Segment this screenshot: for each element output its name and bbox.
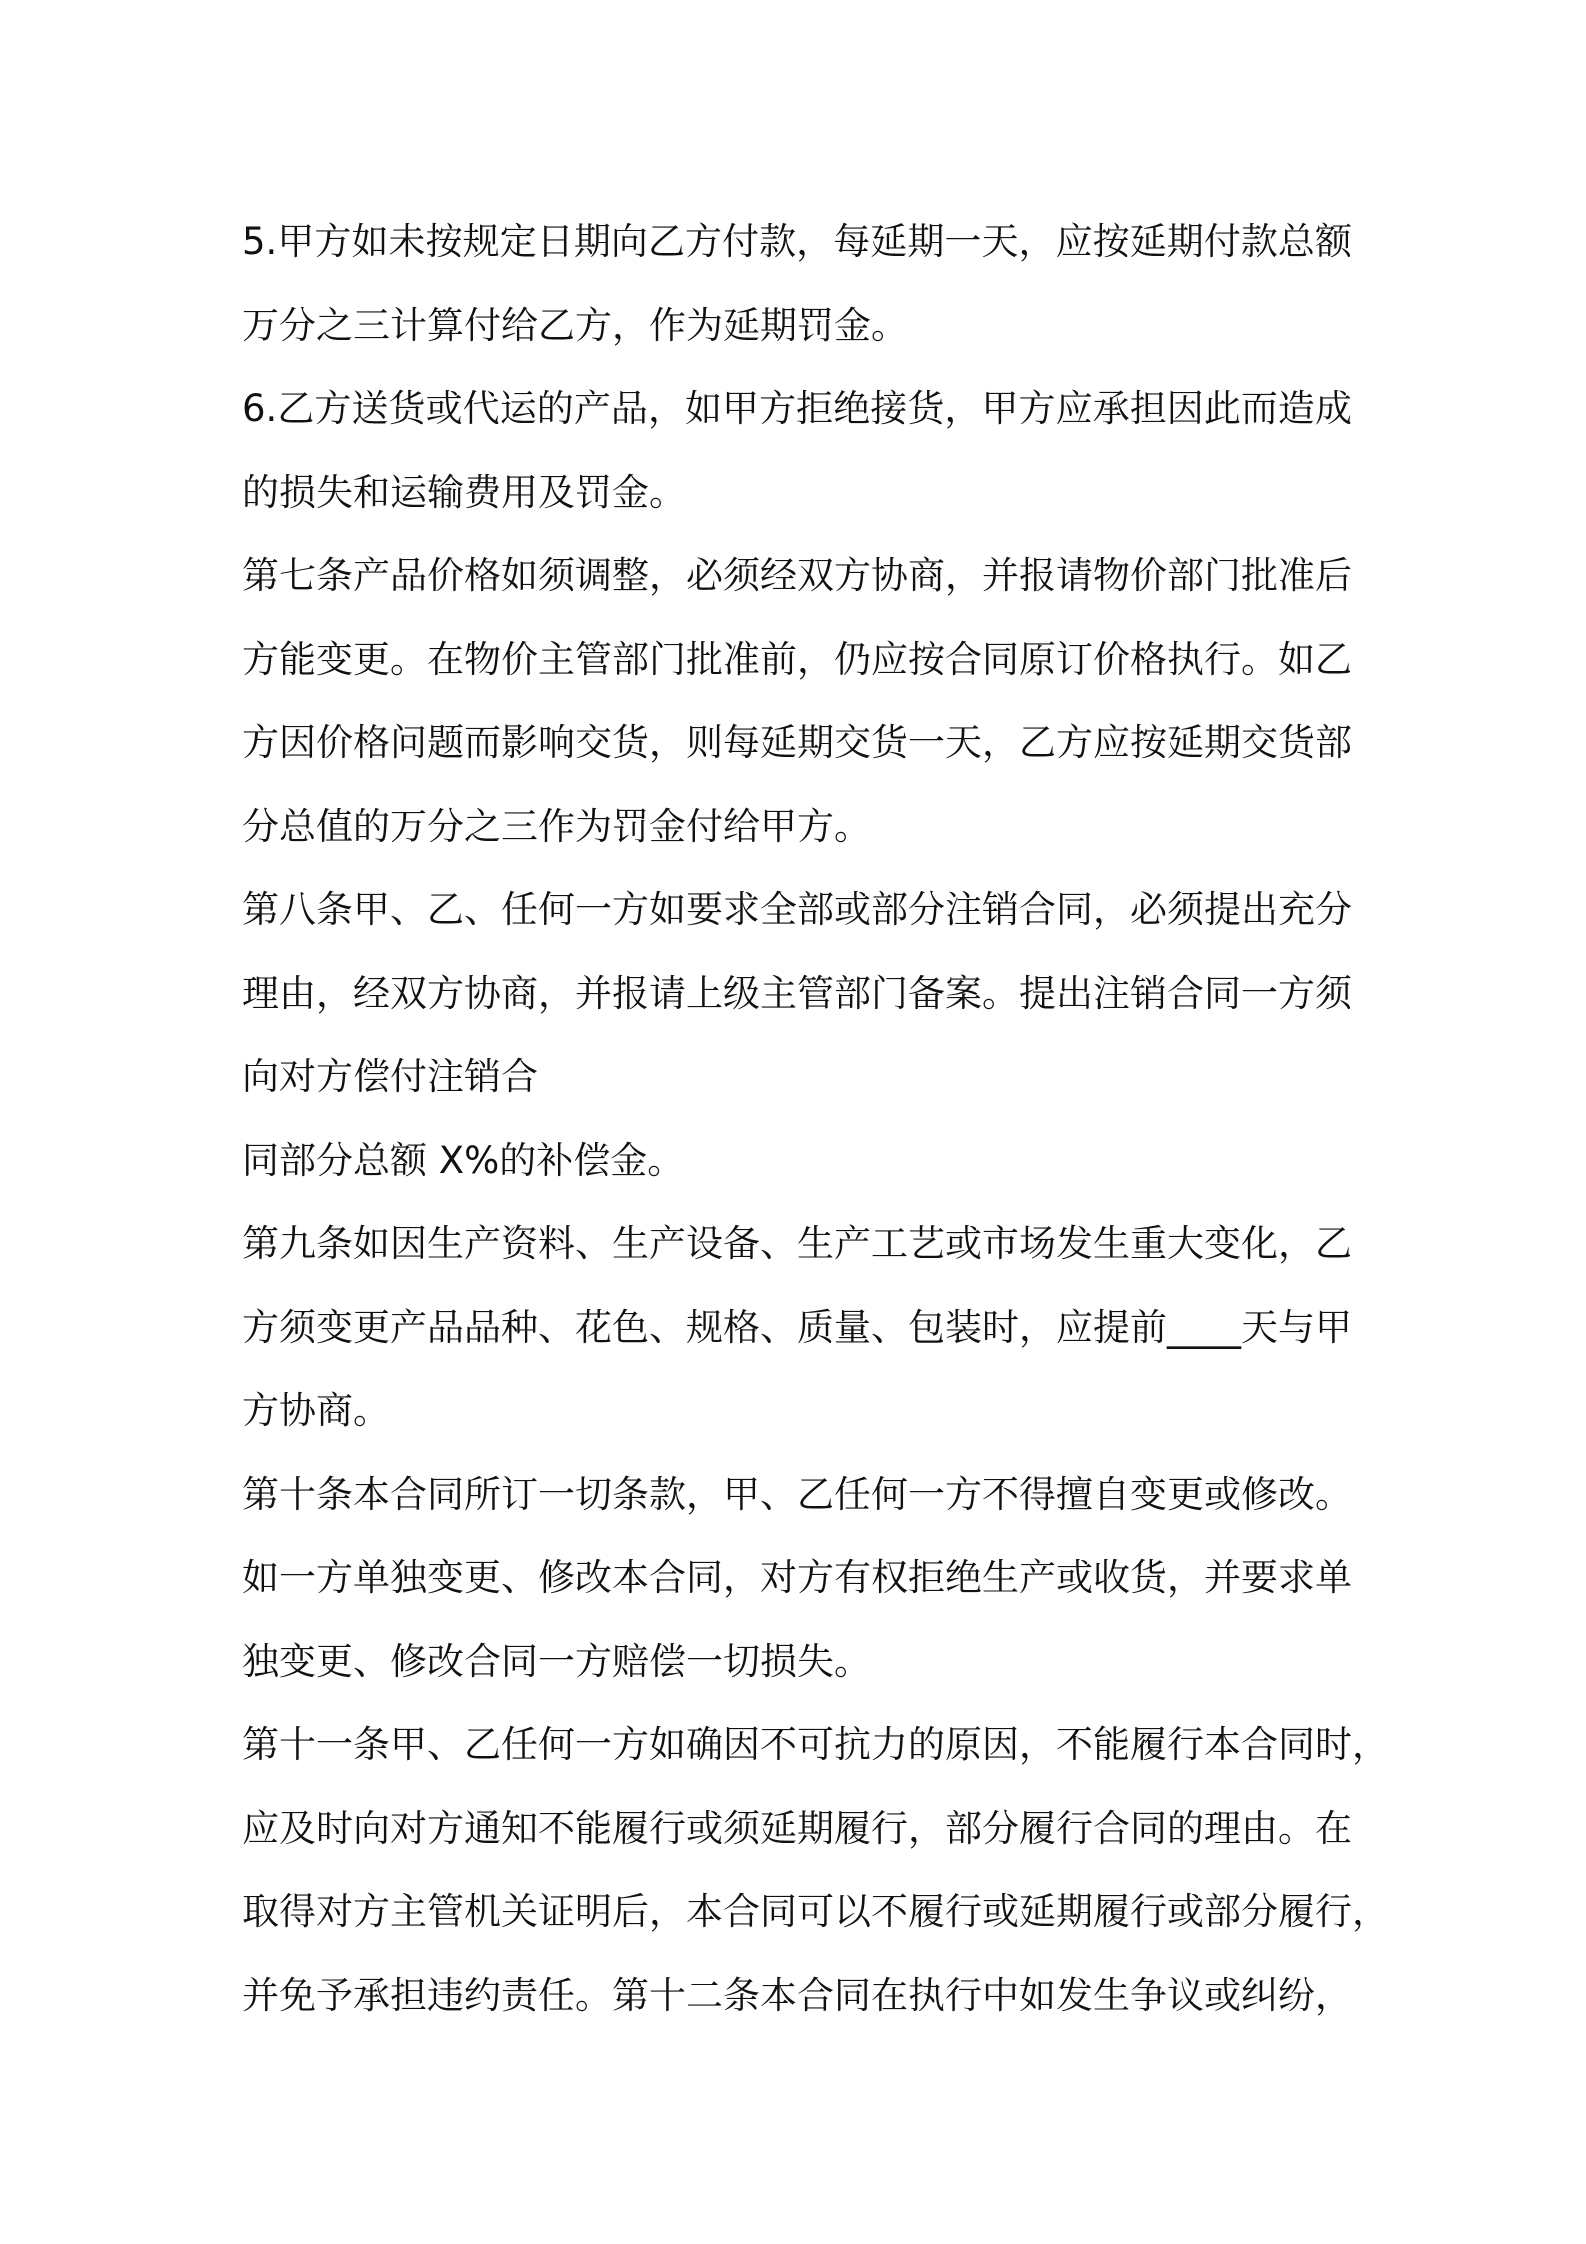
text-line: 方协商。 bbox=[242, 1389, 390, 1432]
text-line: 方因价格问题而影响交货，则每延期交货一天，乙方应按延期交货部 bbox=[242, 721, 1352, 764]
text-line: 6.乙方送货或代运的产品，如甲方拒绝接货，甲方应承担因此而造成 bbox=[242, 387, 1352, 430]
document-body bbox=[242, 200, 1389, 2037]
text-line: 万分之三计算付给乙方，作为延期罚金。 bbox=[242, 303, 908, 347]
text-line: 第十条本合同所订一切条款，甲、乙任何一方不得擅自变更或修改。 bbox=[242, 1472, 1352, 1516]
text-line: 第七条产品价格如须调整，必须经双方协商，并报请物价部门批准后 bbox=[242, 554, 1352, 597]
text-line: 并免予承担违约责任。第十二条本合同在执行中如发生争议或纠纷， bbox=[242, 1973, 1352, 2017]
text-line: 5.甲方如未按规定日期向乙方付款，每延期一天，应按延期付款总额 bbox=[242, 220, 1352, 263]
text-line: 同部分总额 X%的补偿金。 bbox=[242, 1138, 685, 1182]
text-line: 理由，经双方协商，并报请上级主管部门备案。提出注销合同一方须 bbox=[242, 971, 1352, 1015]
text-line: 应及时向对方通知不能履行或须延期履行，部分履行合同的理由。在 bbox=[242, 1806, 1352, 1850]
text-line: 方须变更产品品种、花色、规格、质量、包装时，应提前____天与甲 bbox=[242, 1305, 1352, 1349]
text-line: 取得对方主管机关证明后，本合同可以不履行或延期履行或部分履行， bbox=[242, 1890, 1389, 1933]
text-line: 如一方单独变更、修改本合同，对方有权拒绝生产或收货，并要求单 bbox=[242, 1556, 1352, 1599]
text-line: 向对方偿付注销合 bbox=[242, 1055, 538, 1098]
text-line: 第十一条甲、乙任何一方如确因不可抗力的原因，不能履行本合同时， bbox=[242, 1723, 1389, 1766]
text-line: 第八条甲、乙、任何一方如要求全部或部分注销合同，必须提出充分 bbox=[242, 888, 1352, 931]
text-line: 的损失和运输费用及罚金。 bbox=[242, 470, 686, 514]
text-line: 独变更、修改合同一方赔偿一切损失。 bbox=[242, 1639, 871, 1683]
text-line: 分总值的万分之三作为罚金付给甲方。 bbox=[242, 804, 871, 848]
text-line: 方能变更。在物价主管部门批准前，仍应按合同原订价格执行。如乙 bbox=[242, 637, 1352, 681]
text-line: 第九条如因生产资料、生产设备、生产工艺或市场发生重大变化，乙 bbox=[242, 1222, 1352, 1265]
